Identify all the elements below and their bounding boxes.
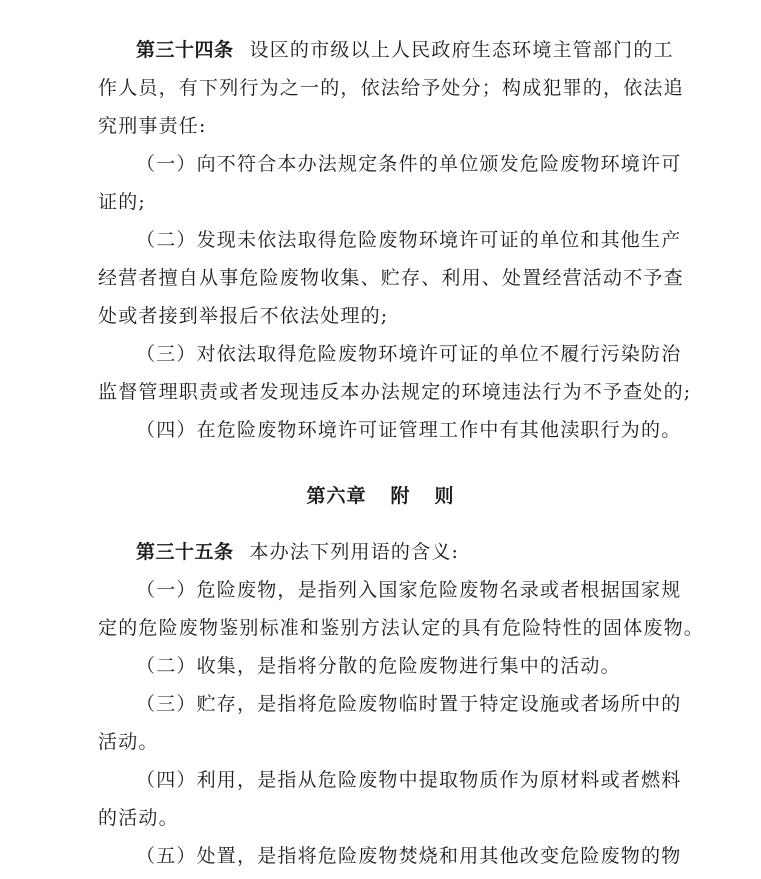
item-2-line-3: 处或者接到举报后不依法处理的; xyxy=(98,305,389,327)
definition-1-line-1: （一）危险废物，是指列入国家危险废物名录或者根据国家规 xyxy=(136,579,682,601)
item-1-line-1: （一）向不符合本办法规定条件的单位颁发危险废物环境许可 xyxy=(136,153,682,175)
article-34-heading: 第三十四条 xyxy=(136,39,234,61)
chapter-number: 第六章 xyxy=(306,485,367,507)
item-2-line-2: 经营者擅自从事危险废物收集、贮存、利用、处置经营活动不予查 xyxy=(98,267,684,289)
definition-4-line-1: （四）利用，是指从危险废物中提取物质作为原材料或者燃料 xyxy=(136,769,682,791)
article-35-heading: 第三十五条 xyxy=(136,541,234,563)
item-2-line-1: （二）发现未依法取得危险废物环境许可证的单位和其他生产 xyxy=(136,229,682,251)
definition-4-line-2: 的活动。 xyxy=(98,807,179,829)
definition-1-line-2: 定的危险废物鉴别标准和鉴别方法认定的具有危险特性的固体废物。 xyxy=(98,617,705,639)
definition-5-line-1: （五）处置，是指将危险废物焚烧和用其他改变危险废物的物 xyxy=(136,845,682,867)
article-35-first-line xyxy=(136,540,761,564)
article-35-intro: 本办法下列用语的含义: xyxy=(249,541,460,563)
article-34-text-line-2: 作人员，有下列行为之一的，依法给予处分；构成犯罪的，依法追 xyxy=(98,77,684,99)
item-3-line-2: 监督管理职责或者发现违反本办法规定的环境违法行为不予查处的; xyxy=(98,381,692,403)
definition-3-line-1: （三）贮存，是指将危险废物临时置于特定设施或者场所中的 xyxy=(136,693,682,715)
chapter-6-heading xyxy=(0,484,761,508)
definition-3-line-2: 活动。 xyxy=(98,731,159,753)
article-34-first-line xyxy=(136,38,761,62)
item-1-line-2: 证的; xyxy=(98,191,147,213)
chapter-title-char-1: 附 xyxy=(390,485,411,507)
definition-2-line-1: （二）收集，是指将分散的危险废物进行集中的活动。 xyxy=(136,655,621,677)
chapter-title-char-2: 则 xyxy=(434,485,455,507)
article-34-text-line-3: 究刑事责任: xyxy=(98,115,207,137)
article-34-text-line-1: 设区的市级以上人民政府生态环境主管部门的工 xyxy=(249,39,674,61)
item-4-line-1: （四）在危险废物环境许可证管理工作中有其他渎职行为的。 xyxy=(136,419,682,441)
item-3-line-1: （三）对依法取得危险废物环境许可证的单位不履行污染防治 xyxy=(136,343,682,365)
